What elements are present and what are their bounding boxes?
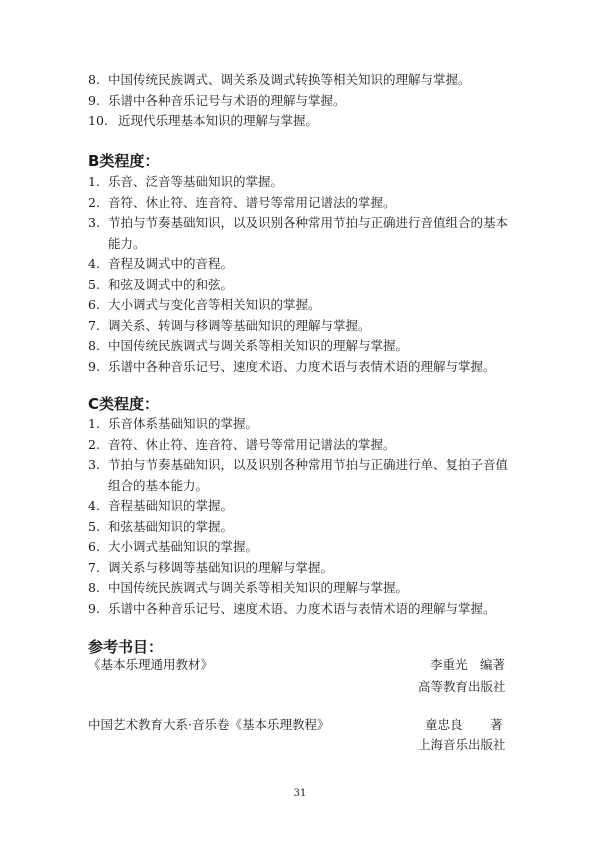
list-item — [88, 537, 518, 558]
item-number: 5. — [88, 518, 100, 534]
list-item — [88, 558, 518, 579]
item-text: 乐音、泛音等基础知识的掌握。 — [108, 174, 284, 189]
item-number: 1. — [88, 416, 100, 431]
item-text: 和弦基础知识的掌握。 — [108, 518, 234, 534]
item-number: 8. — [88, 72, 100, 87]
references-heading: 参考书目： — [88, 638, 164, 656]
item-number: 4. — [88, 498, 100, 513]
item-number: 8. — [88, 338, 100, 353]
item-number: 3. — [88, 457, 100, 472]
item-text: 音程及调式中的音程。 — [108, 256, 234, 271]
item-text: 乐谱中各种音乐记号与术语的理解与掌握。 — [108, 92, 346, 108]
list-item — [88, 91, 528, 112]
item-number: 2. — [88, 194, 100, 210]
reference-role: 著 — [490, 717, 503, 732]
item-number: 9. — [88, 92, 100, 108]
section-c-list — [88, 414, 518, 619]
item-text: 大小调式与变化音等相关知识的掌握。 — [108, 297, 321, 312]
list-item — [88, 599, 518, 620]
reference-title: 《基本乐理通用教材》 — [88, 657, 214, 672]
item-number: 5. — [88, 276, 100, 292]
list-item — [88, 455, 518, 496]
list-item — [88, 295, 508, 316]
list-item — [88, 578, 518, 599]
reference-author: 李重光 — [430, 657, 468, 672]
reference-publisher: 上海音乐出版社 — [418, 737, 506, 752]
list-item — [88, 316, 508, 337]
item-text: 中国传统民族调式与调关系等相关知识的理解与掌握。 — [108, 580, 409, 595]
section-c-heading: C类程度： — [88, 395, 160, 413]
item-text: 和弦及调式中的和弦。 — [108, 276, 234, 292]
item-text: 乐谱中各种音乐记号、速度术语、力度术语与表情术语的理解与掌握。 — [108, 358, 496, 374]
item-number: 3. — [88, 215, 100, 230]
list-item — [88, 111, 528, 132]
item-text: 节拍与节奏基础知识，以及识别各种常用节拍与正确进行音值组合的基本能力。 — [108, 215, 509, 251]
list-item — [88, 336, 508, 357]
item-number: 9. — [88, 600, 100, 616]
item-text: 乐谱中各种音乐记号、速度术语、力度术语与表情术语的理解与掌握。 — [108, 600, 496, 616]
item-number: 6. — [88, 539, 100, 554]
item-text: 音符、休止符、连音符、谱号等常用记谱法的掌握。 — [108, 194, 396, 210]
list-item — [88, 254, 508, 275]
item-text: 中国传统民族调式、调关系及调式转换等相关知识的理解与掌握。 — [108, 72, 471, 87]
item-text: 中国传统民族调式与调关系等相关知识的理解与掌握。 — [108, 338, 409, 353]
item-text: 大小调式基础知识的掌握。 — [108, 539, 259, 554]
item-text: 音程基础知识的掌握。 — [108, 498, 234, 513]
item-number: 2. — [88, 436, 100, 452]
reference-publisher: 高等教育出版社 — [418, 679, 506, 694]
item-text: 调关系、转调与移调等基础知识的理解与掌握。 — [108, 317, 371, 333]
item-number: 6. — [88, 297, 100, 312]
item-text: 音符、休止符、连音符、谱号等常用记谱法的掌握。 — [108, 436, 396, 452]
list-item — [88, 496, 518, 517]
list-item — [88, 275, 508, 296]
continued-list — [88, 70, 528, 132]
reference-title: 中国艺术教育大系·音乐卷《基本乐理教程》 — [88, 717, 330, 732]
item-text: 节拍与节奏基础知识，以及识别各种常用节拍与正确进行单、复拍子音值组合的基本能力。 — [108, 457, 509, 493]
item-number: 8. — [88, 580, 100, 595]
list-item — [88, 414, 518, 435]
list-item — [88, 435, 518, 456]
item-number: 7. — [88, 317, 100, 333]
list-item — [88, 517, 518, 538]
list-item — [88, 172, 508, 193]
page-number: 31 — [293, 788, 307, 799]
list-item — [88, 357, 508, 378]
item-number: 4. — [88, 256, 100, 271]
reference-role: 编著 — [480, 657, 506, 672]
reference-author: 童忠良 — [425, 717, 463, 732]
section-b-heading: B类程度： — [88, 152, 160, 170]
item-text: 近现代乐理基本知识的理解与掌握。 — [118, 113, 319, 128]
item-number: 10. — [88, 113, 108, 128]
item-number: 7. — [88, 559, 100, 575]
section-b-list — [88, 172, 508, 377]
list-item — [88, 213, 508, 254]
list-item — [88, 193, 508, 214]
list-item — [88, 70, 528, 91]
item-text: 乐音体系基础知识的掌握。 — [108, 416, 259, 431]
item-text: 调关系与移调等基础知识的理解与掌握。 — [108, 559, 334, 575]
item-number: 9. — [88, 358, 100, 374]
item-number: 1. — [88, 174, 100, 189]
